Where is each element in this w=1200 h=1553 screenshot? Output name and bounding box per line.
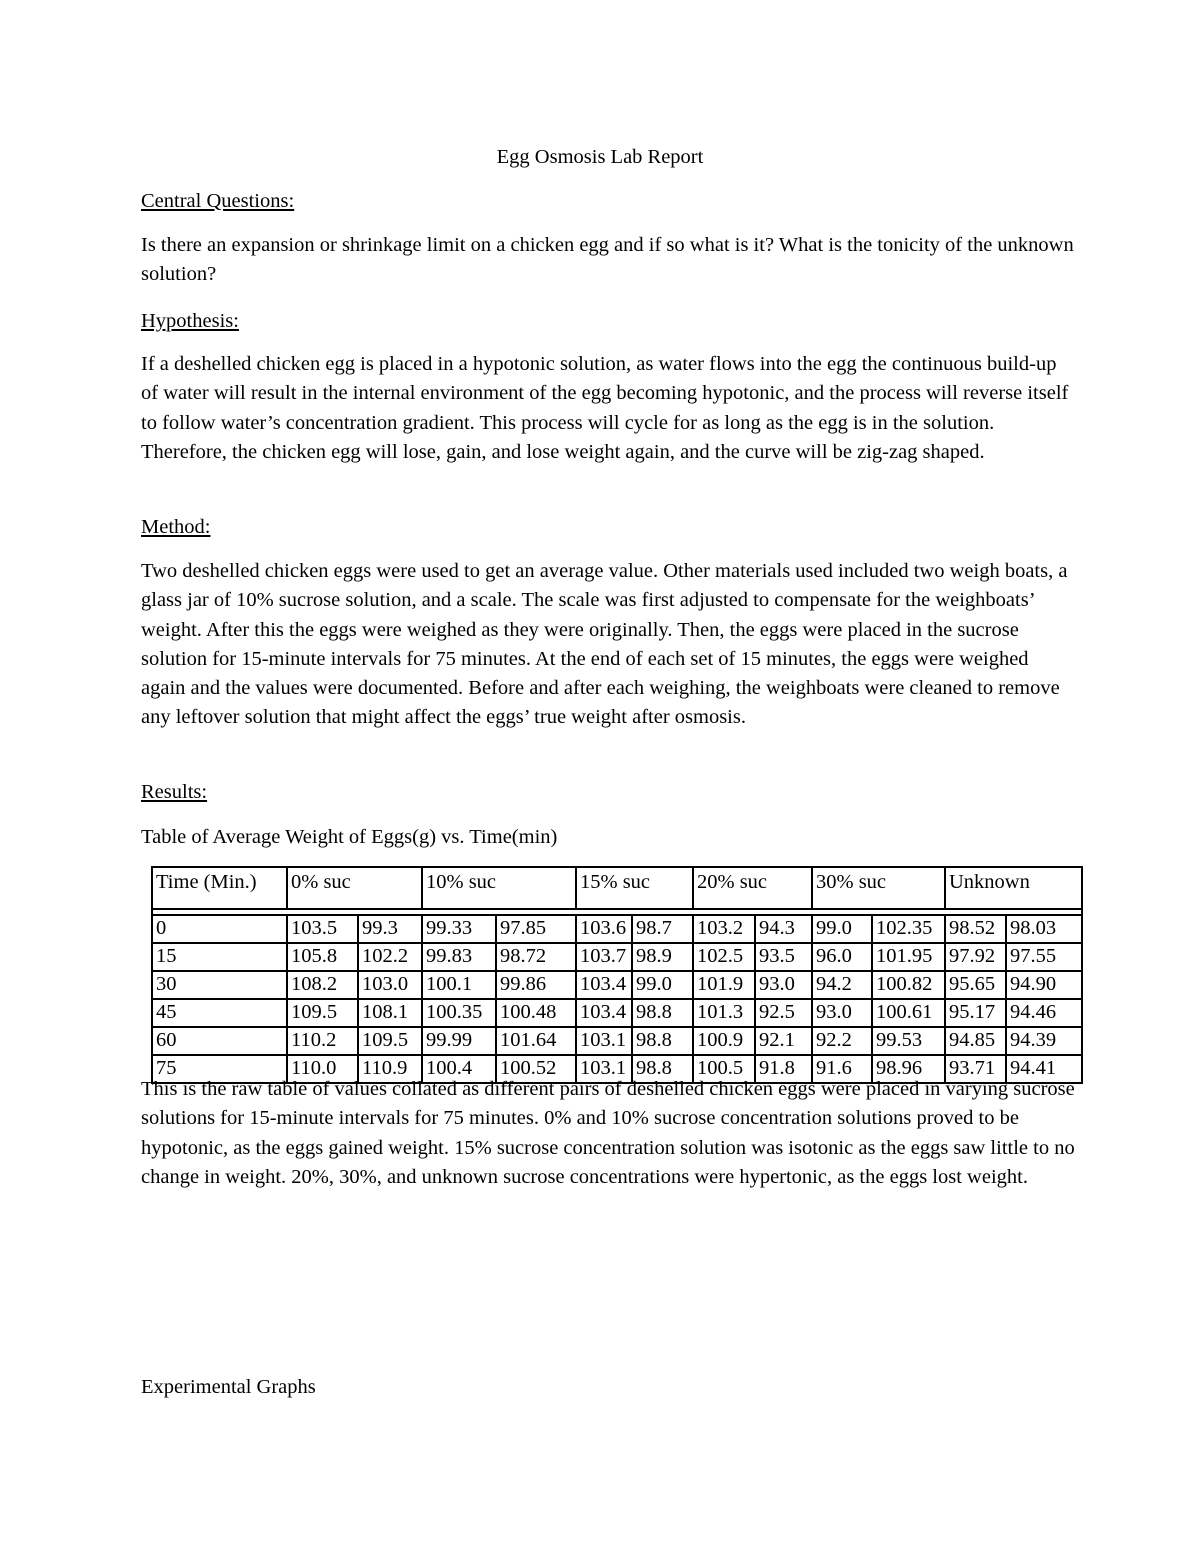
weight-cell: 109.5 <box>358 1027 422 1055</box>
weight-cell: 94.2 <box>812 971 872 999</box>
weight-cell: 93.71 <box>945 1055 1006 1083</box>
graphs-heading: Experimental Graphs <box>141 1376 316 1398</box>
weight-cell: 100.52 <box>496 1055 576 1083</box>
weight-cell: 100.4 <box>422 1055 496 1083</box>
weight-cell: 103.2 <box>693 915 755 943</box>
time-cell: 75 <box>152 1055 287 1083</box>
table-header-cell: Time (Min.) <box>152 867 287 909</box>
weight-cell: 98.8 <box>632 1027 693 1055</box>
table-header-cell: 15% suc <box>576 867 693 909</box>
weight-cell: 94.3 <box>755 915 812 943</box>
weight-cell: 110.9 <box>358 1055 422 1083</box>
weight-cell: 103.4 <box>576 999 632 1027</box>
weight-cell: 91.8 <box>755 1055 812 1083</box>
results-heading: Results: <box>141 781 208 803</box>
weight-cell: 94.39 <box>1006 1027 1082 1055</box>
table-row <box>152 971 1082 999</box>
weight-cell: 99.33 <box>422 915 496 943</box>
weight-cell: 103.1 <box>576 1055 632 1083</box>
weight-cell: 105.8 <box>287 943 358 971</box>
hypothesis-heading: Hypothesis: <box>141 310 239 332</box>
weight-cell: 98.03 <box>1006 915 1082 943</box>
weight-cell: 102.35 <box>872 915 945 943</box>
weight-cell: 99.83 <box>422 943 496 971</box>
central-questions-body: Is there an expansion or shrinkage limit on a chicken egg and if so what is it? What is the tonicity of the unknown solution? <box>141 234 1074 286</box>
weight-cell: 110.2 <box>287 1027 358 1055</box>
time-cell: 0 <box>152 915 287 943</box>
weight-cell: 102.5 <box>693 943 755 971</box>
time-cell: 60 <box>152 1027 287 1055</box>
weight-cell: 101.3 <box>693 999 755 1027</box>
weight-cell: 92.5 <box>755 999 812 1027</box>
weight-cell: 98.52 <box>945 915 1006 943</box>
table-header-cell: 0% suc <box>287 867 422 909</box>
time-cell: 30 <box>152 971 287 999</box>
weight-cell: 93.0 <box>812 999 872 1027</box>
hypothesis-body: If a deshelled chicken egg is placed in a hypotonic solution, as water flows into the egg the continuous build-up of water will result in the internal environment of the egg becoming hypotonic, and the process will reverse itself to follow water’s concentration gradient. This process will cycle for as long as the egg is in the solution. Therefore, the chicken egg will lose, gain, and lose weight again, and the curve will be zig-zag shaped. <box>141 353 1069 463</box>
weight-cell: 101.95 <box>872 943 945 971</box>
weight-cell: 100.35 <box>422 999 496 1027</box>
weight-cell: 100.9 <box>693 1027 755 1055</box>
weight-cell: 100.5 <box>693 1055 755 1083</box>
weight-cell: 100.61 <box>872 999 945 1027</box>
central-questions-heading: Central Questions: <box>141 190 295 212</box>
weight-cell: 95.17 <box>945 999 1006 1027</box>
table-header-cell: 10% suc <box>422 867 576 909</box>
weight-cell: 96.0 <box>812 943 872 971</box>
table-header-cell: Unknown <box>945 867 1082 909</box>
weight-cell: 98.7 <box>632 915 693 943</box>
weight-cell: 94.46 <box>1006 999 1082 1027</box>
weight-cell: 103.0 <box>358 971 422 999</box>
document-title: Egg Osmosis Lab Report <box>496 146 704 168</box>
weight-cell: 91.6 <box>812 1055 872 1083</box>
weight-cell: 103.6 <box>576 915 632 943</box>
table-row <box>152 1027 1082 1055</box>
weight-cell: 110.0 <box>287 1055 358 1083</box>
weight-cell: 109.5 <box>287 999 358 1027</box>
weight-cell: 103.4 <box>576 971 632 999</box>
weight-cell: 99.0 <box>632 971 693 999</box>
method-body: Two deshelled chicken eggs were used to get an average value. Other materials used included two weigh boats, a glass jar of 10% sucrose solution, and a scale. The scale was first adjusted to compensate for the weighboats’ weight. After this the eggs were weighed as they were originally. Then, the eggs were placed in the sucrose solution for 15-minute intervals for 75 minutes. At the end of each set of 15 minutes, the eggs were weighed again and the values were documented. Before and after each weighing, the weighboats were cleaned to remove any leftover solution that might affect the eggs’ true weight after osmosis. <box>141 560 1068 729</box>
weight-cell: 93.0 <box>755 971 812 999</box>
weight-cell: 94.90 <box>1006 971 1082 999</box>
weight-cell: 98.8 <box>632 999 693 1027</box>
weight-cell: 98.96 <box>872 1055 945 1083</box>
weight-cell: 103.7 <box>576 943 632 971</box>
weight-cell: 93.5 <box>755 943 812 971</box>
table-row <box>152 915 1082 943</box>
table-row <box>152 999 1082 1027</box>
method-heading: Method: <box>141 516 211 538</box>
weight-cell: 99.0 <box>812 915 872 943</box>
weight-cell: 97.92 <box>945 943 1006 971</box>
weight-cell: 98.9 <box>632 943 693 971</box>
weight-cell: 99.99 <box>422 1027 496 1055</box>
weight-cell: 98.72 <box>496 943 576 971</box>
weight-cell: 92.1 <box>755 1027 812 1055</box>
weight-cell: 100.48 <box>496 999 576 1027</box>
weight-cell: 98.8 <box>632 1055 693 1083</box>
weight-cell: 101.64 <box>496 1027 576 1055</box>
results-description: This is the raw table of values collated as different pairs of deshelled chicken eggs were placed in varying sucrose solutions for 15-minute intervals for 75 minutes. 0% and 10% sucrose concentration solutions proved to be hypotonic, as the eggs gained weight. 15% sucrose concentration solution was isotonic as the eggs saw little to no change in weight. 20%, 30%, and unknown sucrose concentrations were hypertonic, as the eggs lost weight. <box>141 1078 1075 1188</box>
time-cell: 15 <box>152 943 287 971</box>
weight-cell: 99.3 <box>358 915 422 943</box>
weight-cell: 108.1 <box>358 999 422 1027</box>
weight-cell: 103.1 <box>576 1027 632 1055</box>
time-cell: 45 <box>152 999 287 1027</box>
table-header-cell: 20% suc <box>693 867 812 909</box>
table-caption: Table of Average Weight of Eggs(g) vs. Time(min) <box>141 826 558 848</box>
weight-cell: 100.1 <box>422 971 496 999</box>
table-header-cell: 30% suc <box>812 867 945 909</box>
weight-cell: 103.5 <box>287 915 358 943</box>
weight-cell: 95.65 <box>945 971 1006 999</box>
weight-cell: 97.85 <box>496 915 576 943</box>
weight-cell: 92.2 <box>812 1027 872 1055</box>
weight-cell: 94.41 <box>1006 1055 1082 1083</box>
table-header-row <box>152 867 1082 909</box>
weight-cell: 102.2 <box>358 943 422 971</box>
weight-table <box>151 866 1083 1084</box>
table-row <box>152 943 1082 971</box>
weight-cell: 100.82 <box>872 971 945 999</box>
weight-cell: 101.9 <box>693 971 755 999</box>
weight-cell: 94.85 <box>945 1027 1006 1055</box>
weight-cell: 99.86 <box>496 971 576 999</box>
weight-cell: 97.55 <box>1006 943 1082 971</box>
weight-cell: 108.2 <box>287 971 358 999</box>
weight-cell: 99.53 <box>872 1027 945 1055</box>
